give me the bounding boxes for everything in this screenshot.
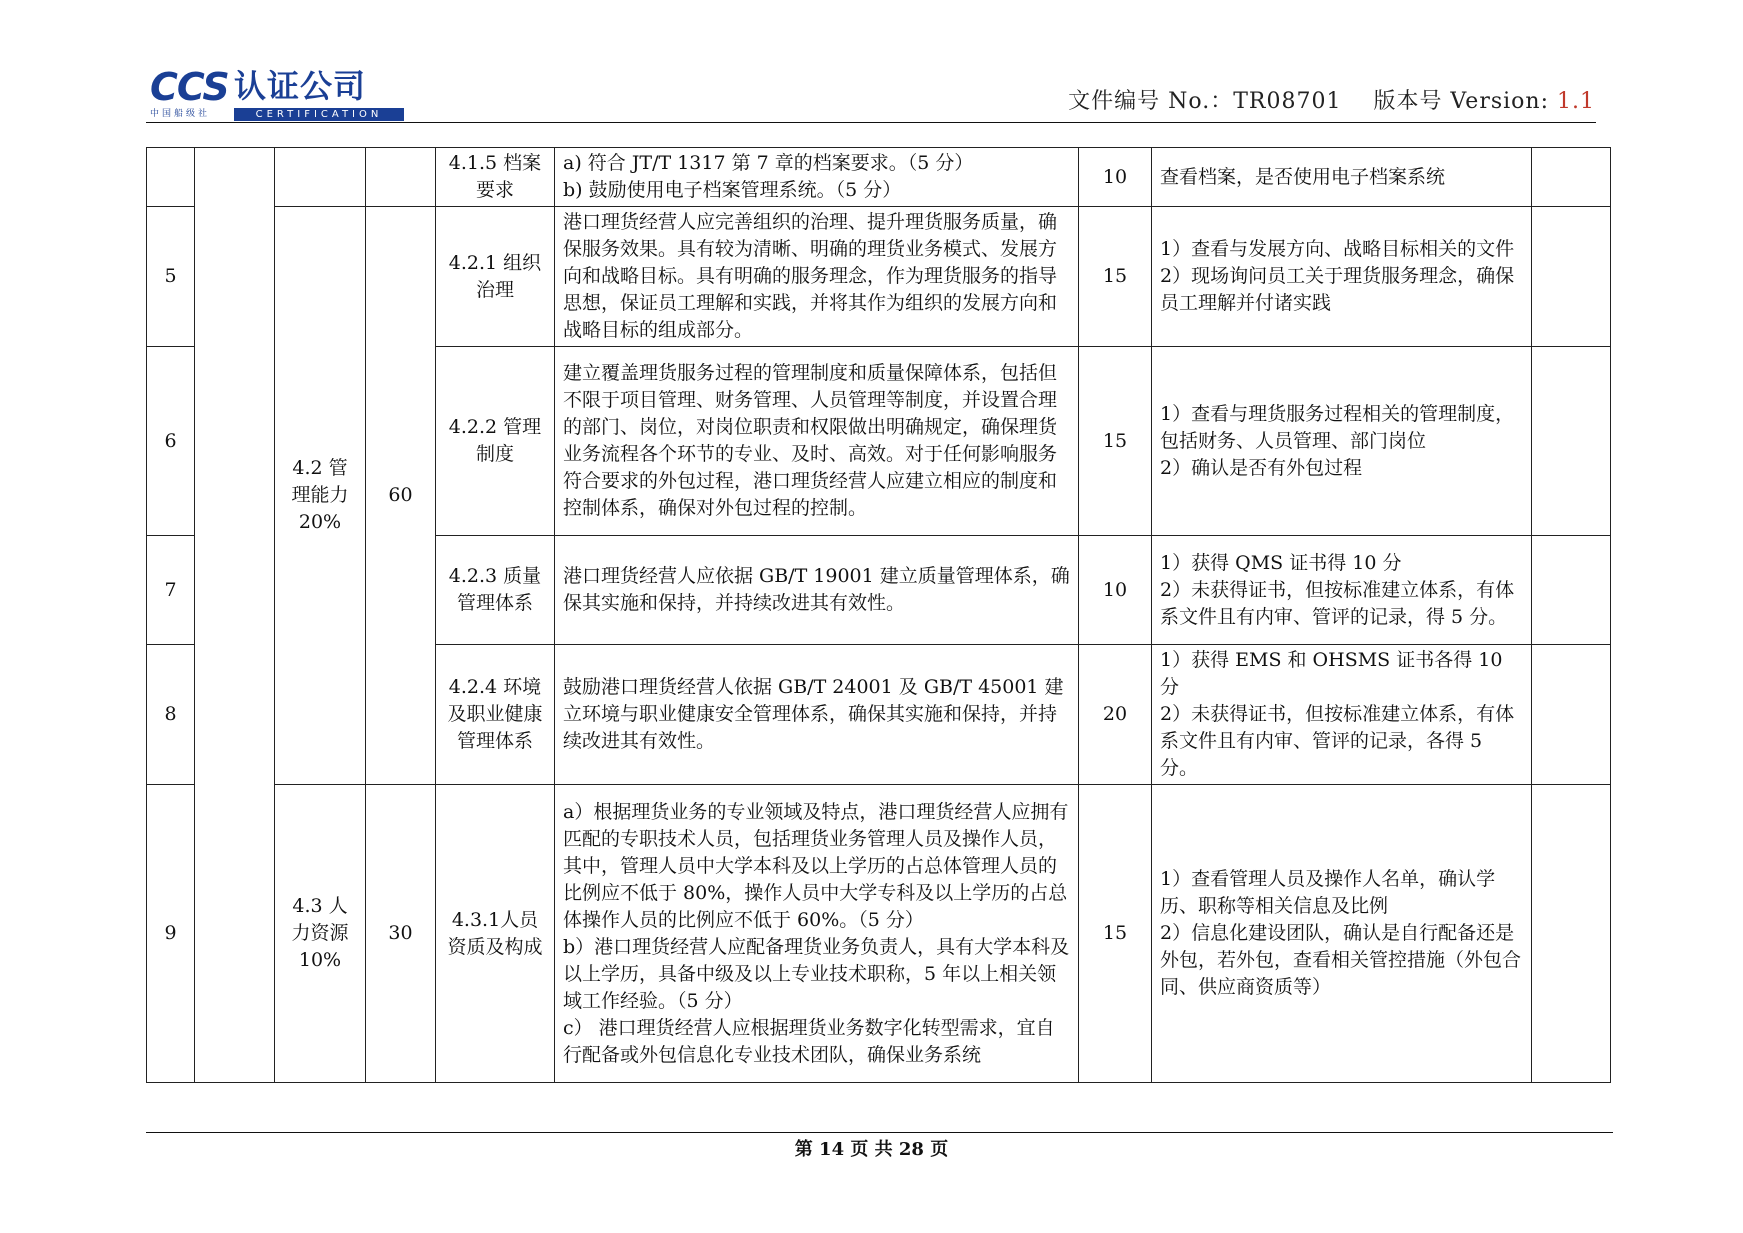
group-cell-4-3: 4.3 人力资源 10%: [275, 785, 366, 1083]
group-score-cell: [366, 148, 436, 207]
row-number-cell: 9: [147, 785, 195, 1083]
footer-divider: [146, 1132, 1613, 1133]
page-number: 第 14 页 共 28 页: [794, 1139, 949, 1160]
row-number-cell: 6: [147, 347, 195, 536]
method-cell: [1152, 785, 1532, 1083]
score-cell: 10: [1079, 536, 1152, 645]
group-cell-4-2: 4.2 管理能力 20%: [275, 207, 366, 785]
group-score-cell-4-3: 30: [366, 785, 436, 1083]
requirement-line: 港口理货经营人应完善组织的治理、提升理货服务质量，确保服务效果。具有较为清晰、明确的理货业务模式、发展方向和战略目标。具有明确的服务理念，作为理货服务的指导思想，保证员工理解和实践，并将其作为组织的发展方向和战略目标的组成部分。: [563, 211, 1058, 341]
requirement-line: 港口理货经营人应依据 GB/T 19001 建立质量管理体系，确保其实施和保持，并持续改进其有效性。: [563, 565, 1070, 614]
score-cell: 15: [1079, 785, 1152, 1083]
requirement-cell: [555, 536, 1079, 645]
clause-cell: 4.3.1人员资质及构成: [436, 785, 555, 1083]
requirement-line: c） 港口理货经营人应根据理货业务数字化转型需求，宜自行配备或外包信息化专业技术团队，确保业务系统: [563, 1016, 1055, 1066]
method-line: 2）未获得证书，但按标准建立体系，有体系文件且有内审、管评的记录，各得 5 分。: [1160, 703, 1515, 779]
logo-ccs-text: CCS: [150, 65, 229, 109]
requirement-line: 建立覆盖理货服务过程的管理制度和质量保障体系，包括但不限于项目管理、财务管理、人员管理等制度，并设置合理的部门、岗位，对岗位职责和权限做出明确规定，确保理货业务流程各个环节的专业、及时、高效。对于任何影响服务符合要求的外包过程，港口理货经营人应建立相应的制度和控制体系，确保对外包过程的控制。: [563, 362, 1058, 519]
score-cell: 20: [1079, 645, 1152, 785]
logo-certification-bar: CERTIFICATION: [234, 108, 404, 121]
row-number-cell: 5: [147, 207, 195, 347]
method-cell: [1152, 148, 1532, 207]
table-row: [147, 785, 1611, 1083]
requirement-line: a）根据理货业务的专业领域及特点，港口理货经营人应拥有匹配的专职技术人员，包括理货业务管理人员及操作人员，其中，管理人员中大学本科及以上学历的占总体管理人员的比例应不低于 80%，操作人员中大学专科及以上学历的占总体操作人员的比例应不低于 60%。（5 分）: [563, 800, 1069, 931]
remark-cell: [1532, 785, 1611, 1083]
evaluation-table: [146, 147, 1611, 1083]
requirement-line: a) 符合 JT/T 1317 第 7 章的档案要求。（5 分）: [563, 152, 974, 174]
method-cell: [1152, 536, 1532, 645]
group-cell: [275, 148, 366, 207]
document-number: 文件编号 No.：TR08701: [1068, 89, 1342, 114]
logo-chinese-text: 认证公司: [234, 67, 367, 105]
requirement-cell: [555, 645, 1079, 785]
version-value: 1.1: [1557, 89, 1595, 114]
method-cell: [1152, 207, 1532, 347]
requirement-cell: [555, 785, 1079, 1083]
method-line: 2）未获得证书，但按标准建立体系，有体系文件且有内审、管评的记录，得 5 分。: [1160, 578, 1515, 628]
group-score-cell-4-2: 60: [366, 207, 436, 785]
logo-society-text: 中国船级社: [150, 109, 211, 119]
method-cell: [1152, 645, 1532, 785]
version-label: 版本号 Version:: [1373, 89, 1549, 114]
score-cell: 15: [1079, 207, 1152, 347]
header-divider: [146, 122, 1596, 123]
clause-cell: 4.2.3 质量管理体系: [436, 536, 555, 645]
method-line: 2）信息化建设团队，确认是自行配备还是外包，若外包，查看相关管控措施（外包合同、供应商资质等）: [1160, 922, 1522, 998]
row-number-cell: 8: [147, 645, 195, 785]
clause-cell: 4.1.5 档案要求: [436, 148, 555, 207]
ccs-logo: [150, 66, 406, 120]
method-line: 1）查看与发展方向、战略目标相关的文件: [1160, 238, 1515, 260]
clause-cell: 4.2.4 环境及职业健康管理体系: [436, 645, 555, 785]
method-line: 1）查看与理货服务过程相关的管理制度，包括财务、人员管理、部门岗位: [1160, 402, 1515, 452]
remark-cell: [1532, 207, 1611, 347]
method-line: 2）现场询问员工关于理货服务理念，确保员工理解并付诸实践: [1160, 265, 1515, 314]
score-cell: 15: [1079, 347, 1152, 536]
remark-cell: [1532, 536, 1611, 645]
method-line: 1）查看管理人员及操作人名单，确认学历、职称等相关信息及比例: [1160, 868, 1496, 917]
remark-cell: [1532, 347, 1611, 536]
requirement-line: b）港口理货经营人应配备理货业务负责人，具有大学本科及以上学历，具备中级及以上专业技术职称，5 年以上相关领域工作经验。（5 分）: [563, 935, 1070, 1012]
requirement-line: 鼓励港口理货经营人依据 GB/T 24001 及 GB/T 45001 建立环境与职业健康安全管理体系，确保其实施和保持，并持续改进其有效性。: [563, 676, 1064, 752]
clause-cell: 4.2.2 管理制度: [436, 347, 555, 536]
row-number-cell: [147, 148, 195, 207]
method-cell: [1152, 347, 1532, 536]
table-row: [147, 148, 1611, 207]
method-line: 查看档案，是否使用电子档案系统: [1160, 165, 1446, 188]
score-cell: 10: [1079, 148, 1152, 207]
table-row: [147, 207, 1611, 347]
document-info: [1068, 88, 1595, 116]
clause-cell: 4.2.1 组织治理: [436, 207, 555, 347]
method-line: 1）获得 QMS 证书得 10 分: [1160, 551, 1402, 574]
category-cell: [195, 148, 275, 1083]
remark-cell: [1532, 645, 1611, 785]
method-line: 2）确认是否有外包过程: [1160, 456, 1363, 479]
method-line: 1）获得 EMS 和 OHSMS 证书各得 10 分: [1160, 649, 1503, 698]
requirement-cell: [555, 347, 1079, 536]
requirement-line: b) 鼓励使用电子档案管理系统。（5 分）: [563, 179, 902, 201]
requirement-cell: [555, 207, 1079, 347]
row-number-cell: 7: [147, 536, 195, 645]
requirement-cell: [555, 148, 1079, 207]
remark-cell: [1532, 148, 1611, 207]
